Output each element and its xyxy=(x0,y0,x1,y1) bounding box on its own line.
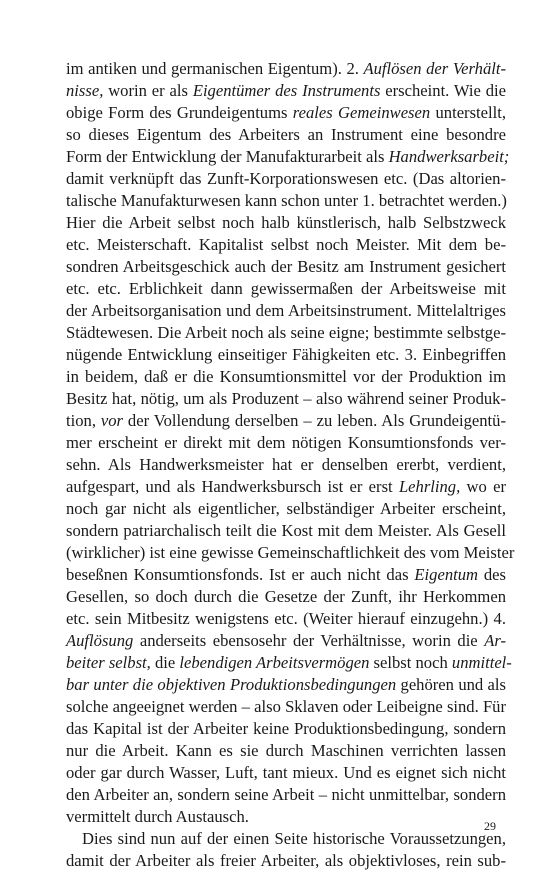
text-run: Städtewesen. Die Arbeit noch als seine eigne; bestimmte selbstge- xyxy=(66,323,506,342)
text-line xyxy=(66,410,506,432)
page-body xyxy=(66,58,515,872)
text-line xyxy=(66,300,506,322)
text-line xyxy=(66,212,506,234)
text-line xyxy=(66,322,506,344)
text-line xyxy=(66,784,506,806)
text-line xyxy=(66,806,506,828)
text-line xyxy=(66,102,506,124)
text-body xyxy=(66,58,515,872)
italic-text: lebendigen Arbeitsvermögen xyxy=(179,653,370,672)
text-run: Gesellen, so doch durch die Gesetze der Zunft, ihr Herkommen xyxy=(66,587,506,606)
text-run: die xyxy=(150,653,180,672)
text-run: erscheint. Wie die xyxy=(380,81,506,100)
italic-text: Eigentum xyxy=(414,565,479,584)
text-run: Form der Entwicklung der Manufakturarbeit als xyxy=(66,147,389,166)
text-line xyxy=(66,564,506,586)
text-line xyxy=(66,278,506,300)
text-line xyxy=(66,520,506,542)
text-run: beseßnen Konsumtionsfonds. Ist er auch nicht das xyxy=(66,565,415,584)
text-line xyxy=(66,366,506,388)
text-line xyxy=(66,58,506,80)
text-run: gehören und als xyxy=(396,675,506,694)
text-run: selbst noch xyxy=(369,653,452,672)
italic-text: Auflösen der Verhält- xyxy=(363,59,506,78)
text-run: anderseits ebensosehr der Verhältnisse, worin die xyxy=(133,631,485,650)
text-line xyxy=(66,344,506,366)
text-line xyxy=(66,828,506,850)
text-run: Hier die Arbeit selbst noch halb künstlerisch, halb Selbstzweck xyxy=(66,213,506,232)
italic-text: bar unter die objektiven Produktionsbedingungen xyxy=(66,675,397,694)
text-line xyxy=(66,432,506,454)
text-line xyxy=(66,498,506,520)
text-run: etc. etc. Erblichkeit dann gewissermaßen der Arbeitsweise mit xyxy=(66,279,506,298)
text-line xyxy=(66,256,506,278)
text-run: damit verknüpft das Zunft-Korporationswesen etc. (Das altorien- xyxy=(66,169,506,188)
text-line xyxy=(66,718,506,740)
text-run: etc. Meisterschaft. Kapitalist selbst noch Meister. Mit dem be- xyxy=(66,235,506,254)
italic-text: Handwerksarbeit; xyxy=(388,147,510,166)
text-line xyxy=(66,630,506,652)
text-run: mer erscheint er direkt mit dem nötigen Konsumtionsfonds ver- xyxy=(66,433,506,452)
text-run: so dieses Eigentum des Arbeiters an Instrument eine besondre xyxy=(66,125,506,144)
text-line xyxy=(66,454,506,476)
text-run: talische Manufakturwesen kann schon unter 1. betrachtet werden.) xyxy=(66,191,507,210)
text-run: der Vollendung derselben – zu leben. Als Grundeigentü- xyxy=(123,411,506,430)
text-line xyxy=(66,696,506,718)
text-line xyxy=(66,146,510,168)
text-run: in beidem, daß er die Konsumtionsmittel vor der Produktion im xyxy=(66,367,506,386)
text-line xyxy=(66,850,506,872)
text-line xyxy=(66,124,506,146)
italic-text: Auflösung xyxy=(66,631,134,650)
text-line xyxy=(66,476,506,498)
italic-text: vor xyxy=(100,411,124,430)
text-run: Dies sind nun auf der einen Seite historische Voraussetzungen, xyxy=(82,829,506,848)
text-run: sondern patriarchalisch teilt die Kost mit dem Meister. Als Gesell xyxy=(66,521,506,540)
text-line xyxy=(66,190,506,212)
text-run: etc. sein Mitbesitz wenigstens etc. (Weiter hierauf einzugehn.) 4. xyxy=(66,609,506,628)
text-line xyxy=(66,80,506,102)
text-run: solche angeeignet werden – also Sklaven oder Leibeigne sind. Für xyxy=(66,697,506,716)
text-run: nügende Entwicklung einseitiger Fähigkeiten etc. 3. Einbegriffen xyxy=(66,345,506,364)
text-line xyxy=(66,388,506,410)
text-run: nur die Arbeit. Kann es sie durch Maschinen verrichten lassen xyxy=(66,741,506,760)
text-run: obige Form des Grundeigentums xyxy=(66,103,293,122)
text-line xyxy=(66,234,506,256)
text-run: (wirklicher) ist eine gewisse Gemeinschaftlichkeit des vom Meister xyxy=(66,543,515,562)
text-line xyxy=(66,740,506,762)
italic-text: beiter selbst, xyxy=(66,653,151,672)
italic-text: reales Gemeinwesen xyxy=(292,103,431,122)
text-line xyxy=(66,542,515,564)
text-run: sondren Arbeitsgeschick auch der Besitz am Instrument gesichert xyxy=(66,257,506,276)
text-run: der Arbeitsorganisation und dem Arbeitsinstrument. Mittelaltriges xyxy=(66,301,506,320)
text-run: vermittelt durch Austausch. xyxy=(66,807,249,826)
text-line xyxy=(66,674,506,696)
text-run: damit der Arbeiter als freier Arbeiter, als objektivloses, rein sub- xyxy=(66,851,506,870)
italic-text: Eigentümer des Instruments xyxy=(192,81,381,100)
text-run: worin er als xyxy=(103,81,193,100)
text-run: im antiken und germanischen Eigentum). 2. xyxy=(66,59,364,78)
text-run: unterstellt, xyxy=(430,103,506,122)
text-line xyxy=(66,608,506,630)
text-line xyxy=(66,168,506,190)
italic-text: Ar- xyxy=(484,631,506,650)
text-run: sehn. Als Handwerksmeister hat er denselben ererbt, verdient, xyxy=(66,455,506,474)
text-run: den Arbeiter an, sondern seine Arbeit – nicht unmittelbar, sondern xyxy=(66,785,506,804)
text-run: wo er xyxy=(460,477,506,496)
text-run: tion, xyxy=(66,411,101,430)
italic-text: nisse, xyxy=(66,81,104,100)
text-line xyxy=(66,762,506,784)
text-run: noch gar nicht als eigentlicher, selbständiger Arbeiter erscheint, xyxy=(66,499,506,518)
text-line xyxy=(66,586,506,608)
text-run: das Kapital ist der Arbeiter keine Produktionsbedingung, sondern xyxy=(66,719,506,738)
italic-text: unmittel- xyxy=(451,653,512,672)
text-run: aufgespart, und als Handwerksbursch ist er erst xyxy=(66,477,399,496)
text-run: Besitz hat, nötig, um als Produzent – also während seiner Produk- xyxy=(66,389,506,408)
text-run: oder gar durch Wasser, Luft, tant mieux. Und es eignet sich nicht xyxy=(66,763,506,782)
page-number: 29 xyxy=(484,819,496,833)
text-run: des xyxy=(478,565,506,584)
italic-text: Lehrling, xyxy=(398,477,461,496)
text-line xyxy=(66,652,512,674)
